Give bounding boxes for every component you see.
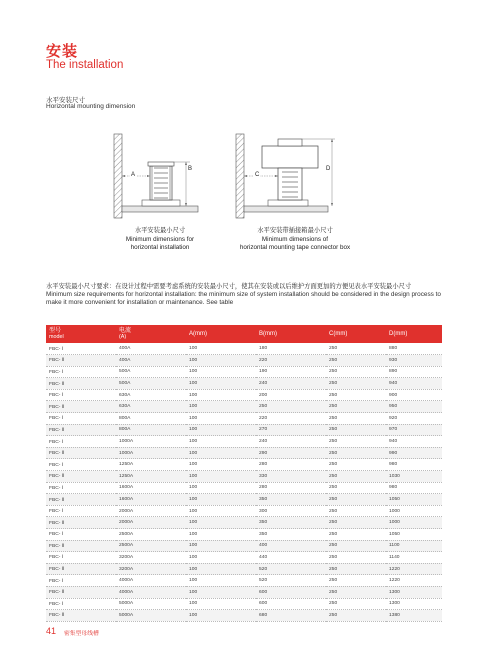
table-cell: 100 [186, 378, 256, 390]
table-cell: FBC- Ⅱ [46, 540, 116, 552]
requirement-text-en: Minimum size requirements for horizontal installation: the minimum size of system installation should be considered in the design process to make it more convenient for installation or maintenance. See table [46, 291, 441, 307]
table-row [46, 575, 442, 587]
table-cell: 520 [256, 575, 326, 587]
table-cell: 100 [186, 366, 256, 378]
table-row [46, 436, 442, 448]
table-row [46, 471, 442, 483]
table-cell: 900 [386, 389, 442, 401]
table-row [46, 366, 442, 378]
table-cell: FBC- Ⅰ [46, 598, 116, 610]
table-cell: 980 [386, 459, 442, 471]
header-label: D(mm) [389, 330, 408, 337]
table-cell: 250 [256, 401, 326, 413]
table-cell: 250 [326, 378, 386, 390]
table-cell: 1000 [386, 505, 442, 517]
table-cell: 350 [256, 517, 326, 529]
table-row [46, 563, 442, 575]
table-cell: FBC- Ⅱ [46, 471, 116, 483]
table-cell: 250 [326, 540, 386, 552]
table-cell: 250 [326, 366, 386, 378]
header-sublabel: (A) [119, 334, 127, 341]
table-cell: FBC- Ⅱ [46, 517, 116, 529]
table-cell: 1030 [386, 471, 442, 483]
table-cell: FBC- Ⅰ [46, 413, 116, 425]
table-cell: 300 [256, 505, 326, 517]
table-row [46, 540, 442, 552]
right-caption-en-1: Minimum dimensions of [261, 235, 329, 243]
table-cell: 250 [326, 424, 386, 436]
table-cell: FBC- Ⅱ [46, 378, 116, 390]
table-cell: 100 [186, 343, 256, 355]
table-cell: 1600A [116, 494, 186, 506]
table-cell: 1140 [386, 552, 442, 564]
table-cell: 1000A [116, 447, 186, 459]
table-cell: 1050 [386, 529, 442, 541]
left-diagram-caption [100, 227, 220, 253]
page-title-cn: 安装 [46, 42, 79, 60]
table-cell: 100 [186, 401, 256, 413]
table-cell: 1380 [386, 610, 442, 622]
table-cell: FBC- Ⅰ [46, 505, 116, 517]
table-cell: FBC- Ⅰ [46, 366, 116, 378]
mounting-dimension-table [46, 325, 442, 622]
header-label: B(mm) [259, 330, 277, 337]
table-cell: 1300 [386, 586, 442, 598]
table-header-cell [116, 325, 186, 343]
table-cell: 600 [256, 598, 326, 610]
table-cell: FBC- Ⅰ [46, 552, 116, 564]
left-caption-en-1: Minimum dimensions for [125, 235, 195, 243]
table-cell: 330 [256, 471, 326, 483]
table-cell: 100 [186, 424, 256, 436]
table-cell: 1300 [386, 598, 442, 610]
table-cell: 270 [256, 424, 326, 436]
table-row [46, 401, 442, 413]
table-cell: 950 [386, 401, 442, 413]
table-cell: 440 [256, 552, 326, 564]
table-cell: 5000A [116, 598, 186, 610]
table-cell: 800A [116, 413, 186, 425]
section-title-cn: 水平安装尺寸 [46, 96, 85, 104]
table-cell: 800A [116, 424, 186, 436]
tape-connector-box-diagram [234, 130, 340, 222]
table-cell: 280 [256, 482, 326, 494]
table-cell: 100 [186, 598, 256, 610]
table-cell: FBC- Ⅰ [46, 529, 116, 541]
table-cell: 100 [186, 563, 256, 575]
table-cell: 350 [256, 494, 326, 506]
table-cell: 4000A [116, 575, 186, 587]
table-cell: 970 [386, 424, 442, 436]
table-cell: 250 [326, 529, 386, 541]
header-label: A(mm) [189, 330, 207, 337]
table-cell: 240 [256, 378, 326, 390]
table-cell: 1000 [386, 517, 442, 529]
table-row [46, 424, 442, 436]
table-cell: FBC- Ⅱ [46, 424, 116, 436]
table-cell: FBC- Ⅰ [46, 459, 116, 471]
table-cell: 100 [186, 413, 256, 425]
table-row [46, 517, 442, 529]
table-cell: 250 [326, 494, 386, 506]
table-row [46, 447, 442, 459]
table-cell: 990 [386, 447, 442, 459]
table-cell: 1220 [386, 575, 442, 587]
table-cell: 600 [256, 586, 326, 598]
table-cell: 500A [116, 366, 186, 378]
table-cell: FBC- Ⅱ [46, 563, 116, 575]
table-cell: 290 [256, 447, 326, 459]
table-cell: 100 [186, 586, 256, 598]
table-cell: 930 [386, 355, 442, 367]
table-cell: 100 [186, 610, 256, 622]
table-cell: 4000A [116, 586, 186, 598]
table-cell: FBC- Ⅰ [46, 575, 116, 587]
right-diagram-caption [220, 227, 370, 253]
table-cell: 250 [326, 482, 386, 494]
table-cell: 2500A [116, 529, 186, 541]
table-cell: 100 [186, 355, 256, 367]
table-row [46, 413, 442, 425]
table-cell: 250 [326, 389, 386, 401]
table-header-row [46, 325, 442, 343]
table-cell: 250 [326, 401, 386, 413]
table-cell: FBC- Ⅰ [46, 389, 116, 401]
table-cell: 250 [326, 355, 386, 367]
table-cell: 280 [256, 459, 326, 471]
dimension-a-label: A [131, 172, 136, 178]
table-cell: 250 [326, 586, 386, 598]
right-caption-cn: 水平安装带插接箱最小尺寸 [257, 227, 333, 234]
left-caption-cn: 水平安装最小尺寸 [134, 227, 186, 234]
table-cell: 2500A [116, 540, 186, 552]
table-cell: 2000A [116, 517, 186, 529]
horizontal-mounting-diagram [112, 130, 208, 222]
table-cell: 100 [186, 447, 256, 459]
header-label: 电流 [119, 327, 132, 334]
table-cell: 220 [256, 413, 326, 425]
table-cell: 1000A [116, 436, 186, 448]
table-cell: 100 [186, 540, 256, 552]
table-header-cell [386, 325, 442, 343]
table-row [46, 598, 442, 610]
table-cell: 980 [386, 482, 442, 494]
table-header-cell [326, 325, 386, 343]
table-cell: 200 [256, 389, 326, 401]
table-cell: FBC- Ⅰ [46, 343, 116, 355]
table-body [46, 343, 442, 621]
table-row [46, 529, 442, 541]
right-caption-en-2: horizontal mounting tape connector box [239, 244, 351, 252]
table-cell: 240 [256, 436, 326, 448]
table-cell: 250 [326, 552, 386, 564]
requirement-text-cn: 水平安装最小尺寸要求：在设计过程中需要考虑系统的安装最小尺寸，使其在安装或以后维护方面更加的方便见表水平安装最小尺寸 [46, 283, 412, 290]
table-cell: 250 [326, 436, 386, 448]
table-cell: 680 [256, 610, 326, 622]
table-cell: 890 [386, 366, 442, 378]
table-row [46, 494, 442, 506]
table-cell: FBC- Ⅱ [46, 355, 116, 367]
header-label: C(mm) [329, 330, 348, 337]
table-cell: 1100 [386, 540, 442, 552]
table-cell: 400 [256, 540, 326, 552]
table-row [46, 552, 442, 564]
dimension-b-label: B [188, 166, 193, 172]
table-header-cell [256, 325, 326, 343]
section-title-en: Horizontal mounting dimension [46, 103, 136, 110]
table-cell: 400A [116, 355, 186, 367]
table-cell: 250 [326, 471, 386, 483]
left-caption-en-2: horizontal installation [130, 244, 190, 252]
table-cell: 920 [386, 413, 442, 425]
table-row [46, 482, 442, 494]
table-row [46, 586, 442, 598]
table-cell: 100 [186, 517, 256, 529]
table-cell: 1600A [116, 482, 186, 494]
table-cell: 250 [326, 598, 386, 610]
table-row [46, 459, 442, 471]
table-cell: 3200A [116, 563, 186, 575]
table-cell: 250 [326, 505, 386, 517]
table-cell: 400A [116, 343, 186, 355]
table-cell: FBC- Ⅱ [46, 586, 116, 598]
table-cell: 100 [186, 552, 256, 564]
table-cell: 250 [326, 610, 386, 622]
table-row [46, 343, 442, 355]
table-cell: 520 [256, 563, 326, 575]
table-cell: 100 [186, 505, 256, 517]
table-cell: 180 [256, 343, 326, 355]
table-cell: 630A [116, 389, 186, 401]
table-cell: 1250A [116, 471, 186, 483]
page-title-en: The installation [46, 59, 124, 71]
header-label: 型号 [49, 327, 62, 334]
table-header-cell [186, 325, 256, 343]
table-cell: 940 [386, 378, 442, 390]
page-number: 41 [46, 626, 57, 636]
table-cell: 250 [326, 413, 386, 425]
table-cell: 3200A [116, 552, 186, 564]
table-cell: 220 [256, 355, 326, 367]
table-cell: 100 [186, 494, 256, 506]
dimension-d-label: D [326, 166, 331, 172]
table-cell: 350 [256, 529, 326, 541]
table-cell: 100 [186, 471, 256, 483]
table-cell: 250 [326, 517, 386, 529]
table-row [46, 505, 442, 517]
dimension-c-label: C [255, 172, 260, 178]
table-cell: 250 [326, 343, 386, 355]
table-row [46, 378, 442, 390]
table-cell: 1050 [386, 494, 442, 506]
table-cell: 880 [386, 343, 442, 355]
table-cell: 250 [326, 447, 386, 459]
table-cell: 630A [116, 401, 186, 413]
table-cell: 2000A [116, 505, 186, 517]
table-row [46, 610, 442, 622]
table-cell: FBC- Ⅰ [46, 436, 116, 448]
table-cell: 250 [326, 459, 386, 471]
table-cell: FBC- Ⅱ [46, 610, 116, 622]
table-cell: FBC- Ⅰ [46, 482, 116, 494]
table-cell: 100 [186, 482, 256, 494]
table-cell: 100 [186, 575, 256, 587]
table-cell: FBC- Ⅱ [46, 447, 116, 459]
table-cell: 100 [186, 529, 256, 541]
header-sublabel: model [49, 334, 64, 341]
table-cell: 5000A [116, 610, 186, 622]
table-header-cell [46, 325, 116, 343]
table-cell: 250 [326, 575, 386, 587]
table-cell: 1220 [386, 563, 442, 575]
table-cell: FBC- Ⅱ [46, 401, 116, 413]
table-cell: 100 [186, 459, 256, 471]
table-cell: 500A [116, 378, 186, 390]
table-row [46, 389, 442, 401]
table-cell: 250 [326, 563, 386, 575]
table-cell: 940 [386, 436, 442, 448]
table-cell: 190 [256, 366, 326, 378]
table-cell: 1250A [116, 459, 186, 471]
footer-text: 密集型母线槽 [64, 631, 99, 637]
table-cell: 100 [186, 389, 256, 401]
table-row [46, 355, 442, 367]
table-cell: FBC- Ⅱ [46, 494, 116, 506]
table-cell: 100 [186, 436, 256, 448]
